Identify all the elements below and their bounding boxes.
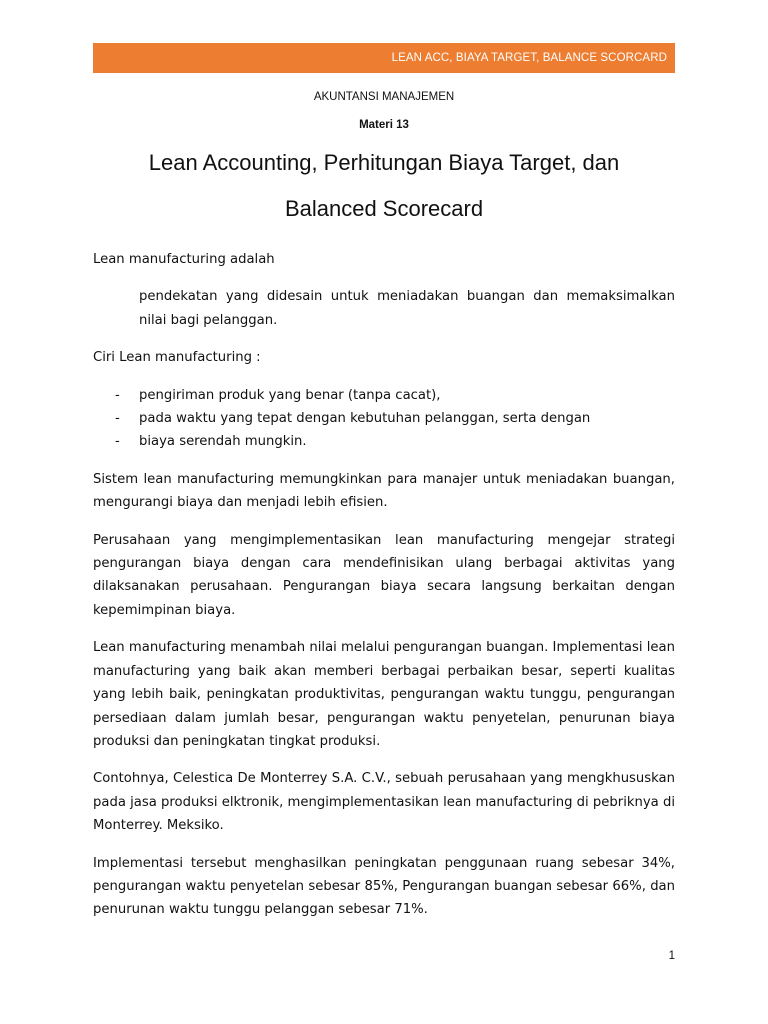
paragraph: Lean manufacturing menambah nilai melalui pengurangan buangan. Implementasi lean manufacturing yang baik akan memberi berbagai perbaikan besar, seperti kualitas yang lebih baik, peningkatan produktivitas, pengurangan waktu tunggu, pengurangan persediaan dalam jumlah besar, pengurangan waktu penyetelan, penurunan biaya produksi dan peningkatan tingkat produksi. xyxy=(93,640,675,749)
definition-label: Lean manufacturing adalah xyxy=(93,252,275,267)
features-label: Ciri Lean manufacturing : xyxy=(93,350,261,366)
list-item-text: pada waktu yang tepat dengan kebutuhan pelanggan, serta dengan xyxy=(139,411,591,427)
definition-text: pendekatan yang didesain untuk meniadakan buangan dan memaksimalkan nilai bagi pelanggan. xyxy=(139,289,675,328)
list-item xyxy=(93,384,675,407)
document-title xyxy=(93,140,675,232)
list-item-text: biaya serendah mungkin. xyxy=(139,434,307,450)
page-number: 1 xyxy=(668,950,675,962)
paragraph: Contohnya, Celestica De Monterrey S.A. C.V., sebuah perusahaan yang mengkhususkan pada jasa produksi elktronik, mengimplementasikan lean manufacturing di pebriknya di Monterrey. Meksiko. xyxy=(93,771,675,834)
list-item xyxy=(93,430,675,453)
list-item-text: pengiriman produk yang benar (tanpa cacat), xyxy=(139,387,441,403)
course-subject: AKUNTANSI MANAJEMEN xyxy=(313,91,455,103)
running-header xyxy=(93,43,675,73)
features-list xyxy=(93,384,675,454)
paragraph: Sistem lean manufacturing memungkinkan para manajer untuk meniadakan buangan, mengurangi biaya dan menjadi lebih efisien. xyxy=(93,471,675,511)
running-header-text: LEAN ACC, BIAYA TARGET, BALANCE SCORCARD xyxy=(391,52,667,64)
document-body xyxy=(93,248,675,936)
paragraph: Perusahaan yang mengimplementasikan lean manufacturing mengejar strategi pengurangan biaya dengan cara mendefinisikan ulang berbagai aktivitas yang dilaksanakan perusahaan. Pengurangan biaya secara langsung berkaitan dengan kepemimpinan biaya. xyxy=(93,532,675,618)
bullet-marker: - xyxy=(115,411,120,427)
document-title-line-1: Lean Accounting, Perhitungan Biaya Target, dan xyxy=(148,150,620,175)
bullet-marker: - xyxy=(115,434,120,450)
lesson-number: Materi 13 xyxy=(359,119,409,131)
paragraph: Implementasi tersebut menghasilkan peningkatan penggunaan ruang sebesar 34%, pengurangan waktu penyetelan sebesar 85%, Pengurangan buangan sebesar 66%, dan penurunan waktu tunggu pelanggan sebesar 71%. xyxy=(93,855,675,918)
list-item xyxy=(93,407,675,430)
document-title-line-2: Balanced Scorecard xyxy=(284,196,484,221)
bullet-marker: - xyxy=(115,387,120,403)
